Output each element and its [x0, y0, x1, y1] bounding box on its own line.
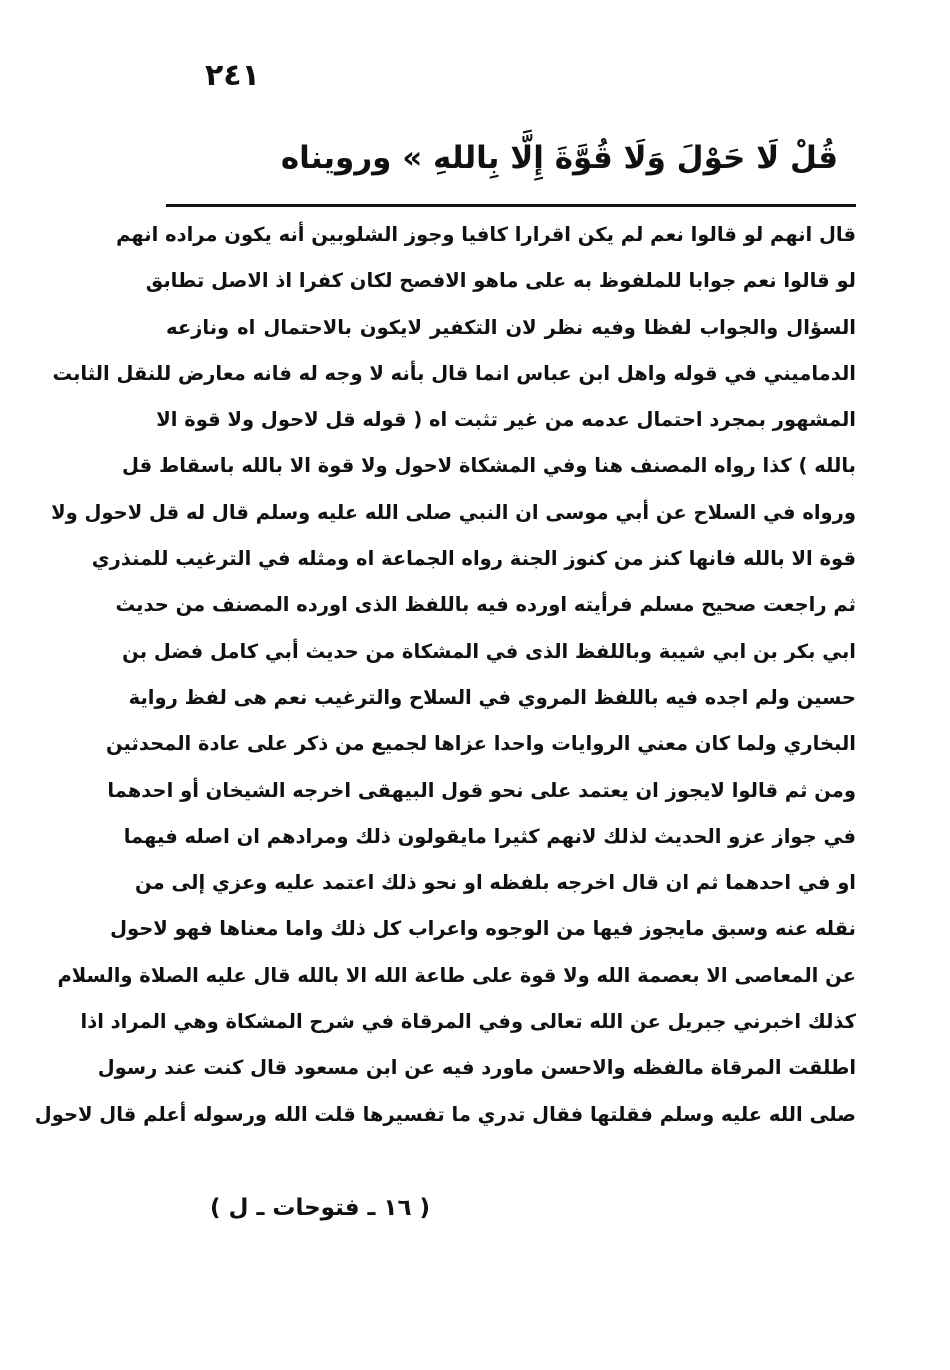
commentary-line: كذلك اخبرني جبريل عن الله تعالى وفي المرقاة في شرح المشكاة وهي المراد اذا: [80, 1010, 856, 1034]
commentary-line: عن المعاصى الا بعصمة الله ولا قوة على طاعة الله الا بالله قال عليه الصلاة والسلام: [57, 963, 856, 987]
commentary-line: ومن ثم قالوا لايجوز ان يعتمد على نحو قول البيهقى اخرجه الشيخان أو احدهما: [107, 778, 856, 802]
commentary-line: الدماميني في قوله واهل ابن عباس انما قال بأنه لا وجه له فانه معارض للنقل الثابت: [52, 361, 856, 385]
commentary-line: ابي بكر بن ابي شيبة وباللفظ الذى في المشكاة من حديث أبي كامل فضل بن: [122, 639, 856, 663]
commentary-line: حسين ولم اجده فيه باللفظ المروي في السلاح والترغيب نعم هى لفظ رواية: [128, 685, 856, 709]
separator-rule: [166, 204, 856, 207]
commentary-line: ثم راجعت صحيح مسلم فرأيته اورده فيه باللفظ الذى اورده المصنف من حديث: [115, 593, 856, 617]
main-text-line: قُلْ لَا حَوْلَ وَلَا قُوَّةَ إِلَّا بِاللهِ » ورويناه: [280, 140, 838, 176]
commentary-line: ورواه في السلاح عن أبي موسى ان النبي صلى الله عليه وسلم قال له قل لاحول ولا: [51, 500, 856, 524]
commentary-line: في جواز عزو الحديث لذلك لانهم كثيرا مايقولون ذلك ومرادهم ان اصله فيهما: [123, 824, 856, 848]
commentary-line: اطلقت المرقاة مالفظه والاحسن ماورد فيه عن ابن مسعود قال كنت عند رسول: [97, 1056, 856, 1080]
commentary-line: قوة الا بالله فانها كنز من كنوز الجنة رواه الجماعة اه ومثله في الترغيب للمنذري: [91, 547, 856, 571]
page-number: ٢٤١: [205, 58, 260, 93]
signature-mark: ( ١٦ ـ فتوحات ـ ل ): [210, 1195, 431, 1221]
commentary-line: صلى الله عليه وسلم فقلتها فقال تدري ما تفسيرها قلت الله ورسوله أعلم قال لاحول: [34, 1102, 856, 1126]
commentary-block: [34, 212, 856, 1138]
commentary-line: المشهور بمجرد احتمال عدمه من غير تثبت اه ( قوله قل لاحول ولا قوة الا: [156, 408, 856, 432]
commentary-line: نقله عنه وسبق مايجوز فيها من الوجوه واعراب كل ذلك واما معناها فهو لاحول: [110, 917, 856, 941]
commentary-line: بالله ) كذا رواه المصنف هنا وفي المشكاة لاحول ولا قوة الا بالله باسقاط قل: [122, 454, 856, 478]
commentary-line: السؤال والجواب لفظا وفيه نظر لان التكفير لايكون بالاحتمال اه ونازعه: [166, 315, 856, 339]
commentary-line: البخاري ولما كان معني الروايات واحدا عزاها لجميع من ذكر على عادة المحدثين: [105, 732, 856, 756]
commentary-line: قال انهم لو قالوا نعم لم يكن اقرارا كافيا وجوز الشلوبين أنه يكون مراده انهم: [116, 223, 856, 246]
commentary-line: او في احدهما ثم ان قال اخرجه بلفظه او نحو ذلك اعتمد عليه وعزي إلى من: [135, 871, 856, 895]
commentary-line: لو قالوا نعم جوابا للملفوظ به على ماهو الافصح لكان كفرا اذ الاصل تطابق: [145, 269, 856, 293]
